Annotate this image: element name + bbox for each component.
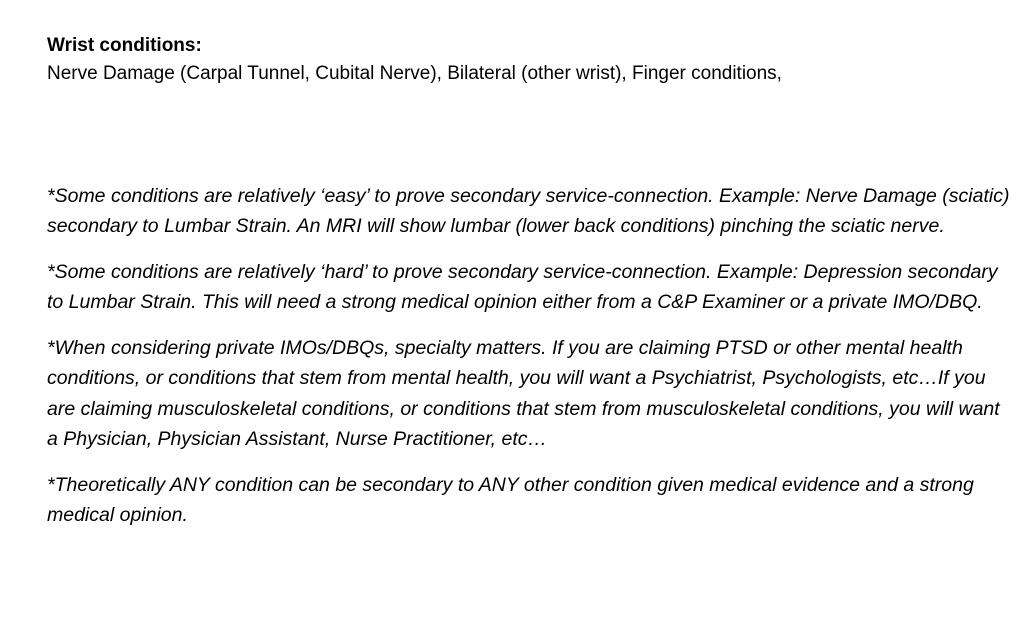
note-specialty-matters: *When considering private IMOs/DBQs, specialty matters. If you are claiming PTSD or other mental health conditions, or conditions that stem from mental health, you will want a Psychiatrist, Psychologists, etc…If you are claiming musculoskeletal conditions, or conditions that stem from musculoskeletal conditions, you will want a Physician, Physician Assistant, Nurse Practitioner, etc… bbox=[47, 337, 1000, 451]
section-heading: Wrist conditions: bbox=[47, 35, 202, 56]
notes-section bbox=[47, 181, 1015, 546]
wrist-conditions-list: Nerve Damage (Carpal Tunnel, Cubital Nerve), Bilateral (other wrist), Finger conditions, bbox=[47, 63, 782, 84]
note-easy-secondary: *Some conditions are relatively ‘easy’ to prove secondary service-connection. Example: Nerve Damage (sciatic) secondary to Lumbar Strain. An MRI will show lumbar (lower back conditions) pinching the sciatic nerve. bbox=[47, 185, 1010, 238]
note-any-condition: *Theoretically ANY condition can be secondary to ANY other condition given medical evidence and a strong medical opinion. bbox=[47, 473, 974, 527]
wrist-conditions-section bbox=[47, 32, 1015, 88]
note-hard-secondary: *Some conditions are relatively ‘hard’ to prove secondary service-connection. Example: Depression secondary to Lumbar Strain. This will need a strong medical opinion either from a C&P Examiner or a private IMO/DBQ. bbox=[47, 261, 998, 314]
